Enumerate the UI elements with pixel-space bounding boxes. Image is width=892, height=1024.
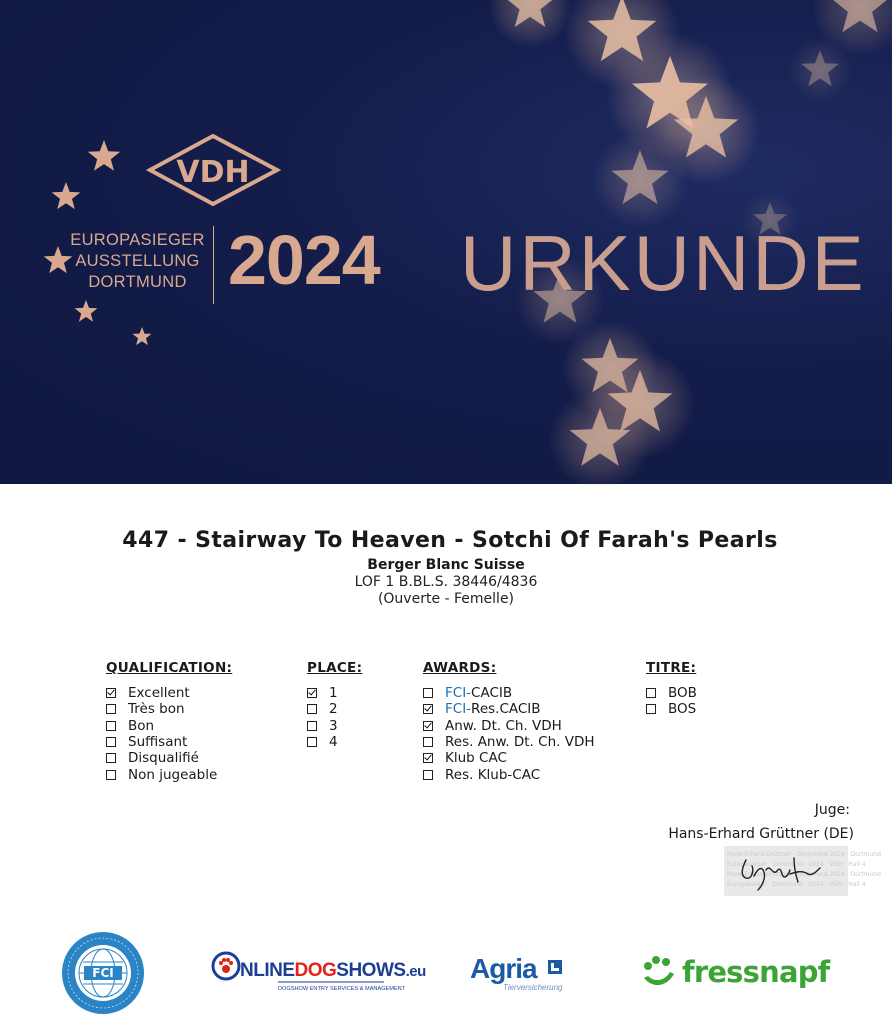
awards-column xyxy=(423,660,595,783)
checkbox-option xyxy=(423,750,595,766)
option-label: Excellent xyxy=(128,685,190,702)
judge-label: Juge: xyxy=(814,802,850,818)
option-label: Non jugeable xyxy=(128,766,218,783)
awards-heading: AWARDS: xyxy=(423,660,497,676)
judge-signature xyxy=(724,846,881,896)
agria-name: Agria xyxy=(470,953,537,984)
dog-info xyxy=(0,528,892,607)
empty-box-icon xyxy=(423,770,433,780)
checkbox-option xyxy=(423,734,595,750)
empty-box-icon xyxy=(646,688,656,698)
option-label: Disqualifié xyxy=(128,750,199,767)
judge-name: Hans-Erhard Grüttner (DE) xyxy=(668,826,854,842)
event-line: AUSSTELLUNG xyxy=(75,252,200,270)
option-label: Anw. Dt. Ch. VDH xyxy=(445,717,562,734)
checkbox-option xyxy=(106,701,232,717)
empty-box-icon xyxy=(423,688,433,698)
checkbox-option xyxy=(423,766,595,782)
empty-box-icon xyxy=(307,721,317,731)
option-label: Bon xyxy=(128,717,155,734)
option-label: 2 xyxy=(329,701,338,718)
checkbox-option xyxy=(106,750,232,766)
fci-logo-text: FCI xyxy=(92,966,114,980)
checkbox-option xyxy=(106,718,232,734)
emblem-star xyxy=(44,246,73,273)
option-label: 4 xyxy=(329,734,338,751)
option-label: 1 xyxy=(329,685,338,702)
checkbox-option xyxy=(423,701,595,717)
award-prefix: FCI- xyxy=(445,685,472,702)
checkbox-option xyxy=(106,766,232,782)
place-heading: PLACE: xyxy=(307,660,363,676)
svg-text:Hans-Erhard Grüttner · Dortmun: Hans-Erhard Grüttner · Dortmund 2024 · Dortmund xyxy=(727,851,881,858)
checkbox-option xyxy=(646,685,697,701)
option-label: Res. Klub-CAC xyxy=(445,766,541,783)
dog-class: (Ouverte - Femelle) xyxy=(377,591,515,607)
onlinedogshows-logo xyxy=(210,948,426,996)
empty-box-icon xyxy=(307,704,317,714)
empty-box-icon xyxy=(106,770,116,780)
checkbox-option xyxy=(307,718,362,734)
option-label: Klub CAC xyxy=(445,750,507,767)
option-label: BOS xyxy=(668,701,697,718)
logo-part: .eu xyxy=(405,963,426,980)
titre-column xyxy=(646,660,697,718)
divider xyxy=(213,226,214,304)
option-label: Res. Anw. Dt. Ch. VDH xyxy=(445,734,595,751)
option-label: Res.CACIB xyxy=(471,701,541,718)
option-label: BOB xyxy=(668,685,697,702)
award-prefix: FCI- xyxy=(445,701,472,718)
vdh-logo xyxy=(150,136,277,204)
fressnapf-logo xyxy=(642,952,832,992)
emblem-star xyxy=(88,140,120,171)
emblem-star xyxy=(75,300,98,322)
svg-text:NLINEDOGSHOWS.eu xyxy=(240,960,426,981)
option-label: CACIB xyxy=(471,685,513,702)
empty-box-icon xyxy=(106,704,116,714)
agria-logo xyxy=(470,950,570,994)
checked-box-icon xyxy=(423,704,433,714)
onlinedogshows-tagline: DOGSHOW ENTRY SERVICES & MANAGEMENT xyxy=(278,986,406,992)
checkbox-option xyxy=(106,734,232,750)
option-label: Très bon xyxy=(128,701,185,718)
empty-box-icon xyxy=(106,721,116,731)
checkbox-option xyxy=(106,685,232,701)
checkbox-option xyxy=(423,718,595,734)
fressnapf-name: fressnapf xyxy=(682,955,830,989)
checkbox-option xyxy=(307,685,362,701)
dog-title: 447 - Stairway To Heaven - Sotchi Of Farah's Pearls xyxy=(122,528,778,553)
empty-box-icon xyxy=(423,737,433,747)
option-label: Suffisant xyxy=(128,734,188,751)
emblem-star xyxy=(133,327,152,345)
empty-box-icon xyxy=(106,753,116,763)
qualification-heading: QUALIFICATION: xyxy=(106,660,233,676)
option-label: 3 xyxy=(329,717,338,734)
event-year: 2024 xyxy=(228,221,380,299)
checkbox-option xyxy=(307,734,362,750)
svg-text:Europasieger · Dortmund · 2024: Europasieger · Dortmund · 2024 · VDH · Hall 4 xyxy=(727,861,866,868)
checked-box-icon xyxy=(423,721,433,731)
event-name xyxy=(70,230,205,293)
svg-text:Europasieger · Dortmund · 2024: Europasieger · Dortmund · 2024 · VDH · Hall 4 xyxy=(727,881,866,888)
dog-registration: LOF 1 B.BL.S. 38446/4836 xyxy=(354,574,538,590)
checkbox-option xyxy=(307,701,362,717)
dog-breed: Berger Blanc Suisse xyxy=(367,557,525,573)
document-title: URKUNDE xyxy=(460,219,867,307)
checkbox-option xyxy=(423,685,595,701)
header-banner xyxy=(0,0,892,484)
logo-part: DOG xyxy=(294,960,337,981)
empty-box-icon xyxy=(106,737,116,747)
vdh-logo-text: VDH xyxy=(176,155,250,190)
qualification-column xyxy=(106,660,232,783)
logo-part: NLINE xyxy=(240,960,295,981)
logo-part: SHOWS xyxy=(336,960,406,981)
checked-box-icon xyxy=(423,753,433,763)
empty-box-icon xyxy=(646,704,656,714)
place-column xyxy=(307,660,362,750)
checked-box-icon xyxy=(307,688,317,698)
svg-text:Hans-Erhard Grüttner · Dortmun: Hans-Erhard Grüttner · Dortmund 2024 · Dortmund xyxy=(727,871,881,878)
titre-heading: TITRE: xyxy=(646,660,697,676)
empty-box-icon xyxy=(307,737,317,747)
emblem-star xyxy=(52,182,81,209)
checkbox-option xyxy=(646,701,697,717)
checked-box-icon xyxy=(106,688,116,698)
event-line: DORTMUND xyxy=(88,273,187,291)
fci-logo xyxy=(60,930,146,1016)
agria-tagline: Tierversicherung xyxy=(503,983,563,992)
event-line: EUROPASIEGER xyxy=(70,231,205,249)
